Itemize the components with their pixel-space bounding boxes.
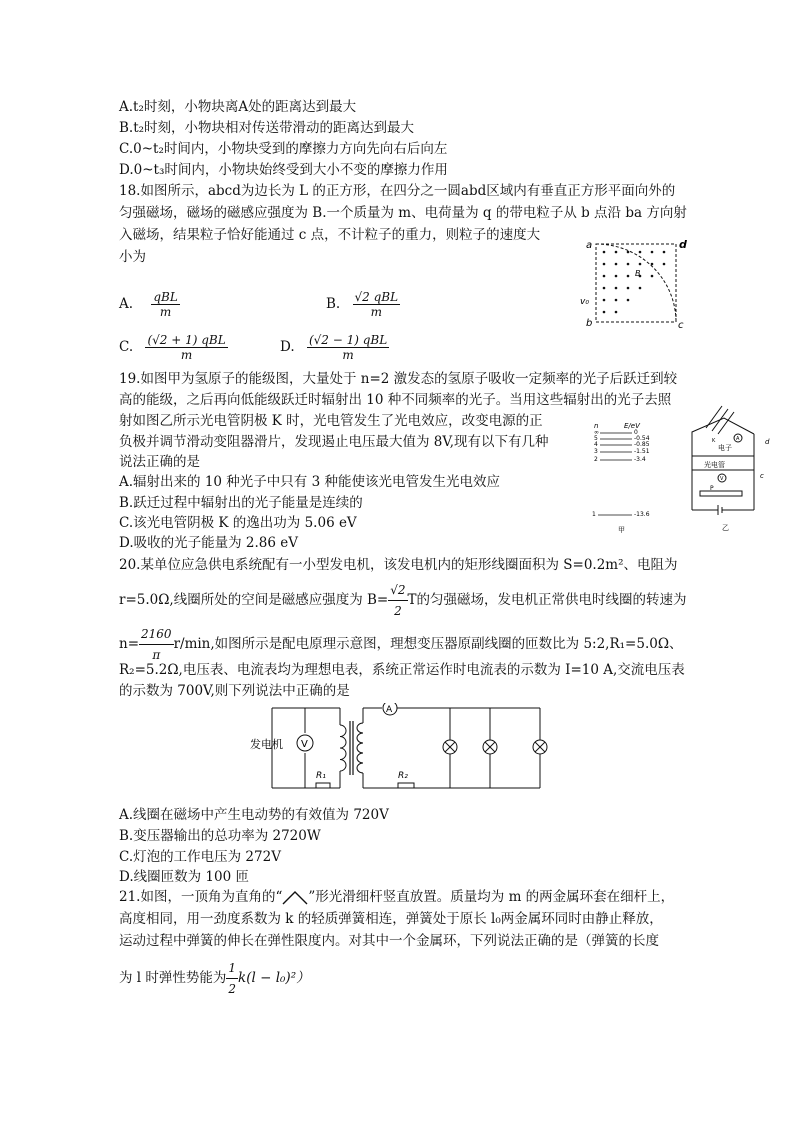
q20-stem-line-2: r=5.0Ω,线圈所处的空间是磁感应强度为 B= $\frac{√2}{2}$ T的匀强磁场，发电机正常供电时线圈的转速为 <box>119 580 687 621</box>
q21-stem-line-3: 运动过程中弹簧的伸长在弹性限度内。对其中一个金属环，下列说法正确的是（弹簧的长度 <box>119 933 659 949</box>
q19-option-b: B.跃迁过程中辐射出的光子能量是连续的 <box>119 495 363 511</box>
svg-text:-3.4: -3.4 <box>634 456 646 463</box>
q20-option-c: C.灯泡的工作电压为 272V <box>119 849 281 865</box>
q20-option-d: D.线圈匝数为 100 匝 <box>119 869 249 885</box>
q19-option-d: D.吸收的光子能量为 2.86 eV <box>119 535 299 551</box>
q17-option-c: C.0~t₂时间内，小物块受到的摩擦力方向先向右后向左 <box>119 141 448 157</box>
q19-stem-line-5: 说法正确的是 <box>119 454 200 470</box>
q20-stem-line-5: 的示数为 700V,则下列说法中正确的是 <box>119 683 350 699</box>
label-yi: 乙 <box>722 524 729 532</box>
lamp-2 <box>483 708 497 788</box>
corner-a: a <box>586 240 593 251</box>
cathode-k: K <box>712 438 716 444</box>
svg-text:-1.51: -1.51 <box>634 448 650 455</box>
ammeter-a: A <box>736 436 740 442</box>
lamp-3 <box>533 708 547 788</box>
q21-stem-line-1: 21.如图，一顶角为直角的“ ”形光滑细杆竖直放置。质量均为 m 的两金属环套在细杆上， <box>119 889 675 905</box>
q20-distribution-circuit <box>250 703 555 795</box>
tube-label: 光电管 <box>704 461 725 469</box>
q20-stem-line-1: 20.某单位应急供电系统配有一小型发电机，该发电机内的矩形线圈面积为 S=0.2m²、电阻为 <box>119 557 678 573</box>
q19-stem-line-2: 高的能级，之后再向低能级跃迁时辐射出 10 种不同频率的光子。当用这些辐射出的光子去照 <box>119 392 672 408</box>
q18-stem-line-3: 入磁场，结果粒子恰好能通过 c 点，不计粒子的重力，则粒子的速度大 <box>119 227 541 243</box>
q20-stem-line-3: n= $\frac{2160}{\pi}$ r/min,如图所示是配电原理示意图，理想变压器原副线圈的匝数比为 5:2,R₁=5.0Ω、 <box>119 624 683 665</box>
voltmeter-v: V <box>720 476 724 482</box>
q20-option-b: B.变压器输出的总功率为 2720W <box>119 828 321 844</box>
svg-text:-0.85: -0.85 <box>634 441 650 448</box>
q17-option-d: D.0~t₃时间内，小物块始终受到大小不变的摩擦力作用 <box>119 162 448 178</box>
svg-text:∞: ∞ <box>594 429 599 436</box>
q19-option-c: C.该光电管阴极 K 的逸出功为 5.06 eV <box>119 515 357 531</box>
q17-option-b: B.t₂时刻，小物块相对传送带滑动的距离达到最大 <box>119 120 415 136</box>
field-label-b: B <box>635 269 641 278</box>
voltmeter-symbol: V <box>301 739 308 750</box>
svg-text:4: 4 <box>594 441 598 448</box>
svg-text:3: 3 <box>594 448 598 455</box>
velocity-label: v₀ <box>580 297 589 307</box>
svg-text:n: n <box>594 422 599 430</box>
electron-label: 电子 <box>718 444 732 452</box>
lamp-1 <box>443 708 457 788</box>
q18-option-b: B. $\frac{\text{√2 qBL}}{m}$ <box>326 290 399 319</box>
svg-text:2: 2 <box>594 456 598 463</box>
q18-magnetic-field-figure <box>580 236 690 331</box>
q18-option-c: C. $\frac{\text{(√2 + 1) qBL}}{m}$ <box>119 333 226 362</box>
q20-option-a: A.线圈在磁场中产生电动势的有效值为 720V <box>119 807 389 823</box>
q19-phototube-circuit <box>680 398 780 536</box>
q18-option-d: D. $\frac{\text{(√2 − 1) qBL}}{m}$ <box>280 333 388 362</box>
node-c: c <box>760 472 764 480</box>
svg-text:0: 0 <box>634 429 638 436</box>
corner-b: b <box>586 318 593 329</box>
q18-stem-line-4: 小为 <box>119 249 146 265</box>
q19-stem-line-3: 射如图乙所示光电管阴极 K 时，光电管发生了光电效应，改变电源的正 <box>119 413 543 429</box>
q18-option-a: A. $\frac{\text{qBL}}{m}$ <box>119 290 178 319</box>
q20-stem-line-4: R₂=5.2Ω,电压表、电流表均为理想电表，系统正常运作时电流表的示数为 I=10 A,交流电压表 <box>119 662 685 678</box>
svg-text:5: 5 <box>594 435 598 442</box>
svg-text:-0.54: -0.54 <box>634 435 650 442</box>
q18-stem-line-1: 18.如图所示，abcd为边长为 L 的正方形，在四分之一圆abd区域内有垂直正方形平面向外的 <box>119 183 676 199</box>
node-d: d <box>765 438 770 446</box>
ammeter-symbol: A <box>386 705 393 715</box>
svg-text:E/eV: E/eV <box>624 422 640 430</box>
q19-energy-level-diagram <box>588 418 678 536</box>
corner-c: c <box>678 320 684 331</box>
q19-stem-line-4: 负极并调节滑动变阻器滑片，发现遏止电压最大值为 8V,现有以下有几种 <box>119 434 549 450</box>
q21-stem-line-2: 高度相同，用一劲度系数为 k 的轻质弹簧相连，弹簧处于原长 l₀两金属环同时由静止释放， <box>119 911 663 927</box>
r1-label: R₁ <box>316 771 326 781</box>
q18-stem-line-2: 匀强磁场，磁场的磁感应强度为 B.一个质量为 m、电荷量为 q 的带电粒子从 b 点沿 ba 方向射 <box>119 205 687 221</box>
q17-option-a: A.t₂时刻，小物块离A处的距离达到最大 <box>119 99 357 115</box>
svg-text:-13.6: -13.6 <box>634 511 650 518</box>
q19-stem-line-1: 19.如图甲为氢原子的能级图，大量处于 n=2 激发态的氢原子吸收一定频率的光子后跃迁到较 <box>119 371 678 387</box>
q19-option-a: A.辐射出来的 10 种光子中只有 3 种能使该光电管发生光电效应 <box>119 474 500 490</box>
label-jia: 甲 <box>618 526 625 534</box>
slider-p: P <box>710 485 714 492</box>
q21-stem-line-4: 为 l 时弹性势能为 $\frac{1}{2}$ k(l − l₀)²） <box>119 958 310 999</box>
generator-label: 发电机 <box>250 738 283 751</box>
inverted-v-rod-icon <box>282 891 308 905</box>
svg-text:1: 1 <box>592 511 596 518</box>
corner-d: d <box>679 238 687 251</box>
r2-label: R₂ <box>398 771 408 781</box>
